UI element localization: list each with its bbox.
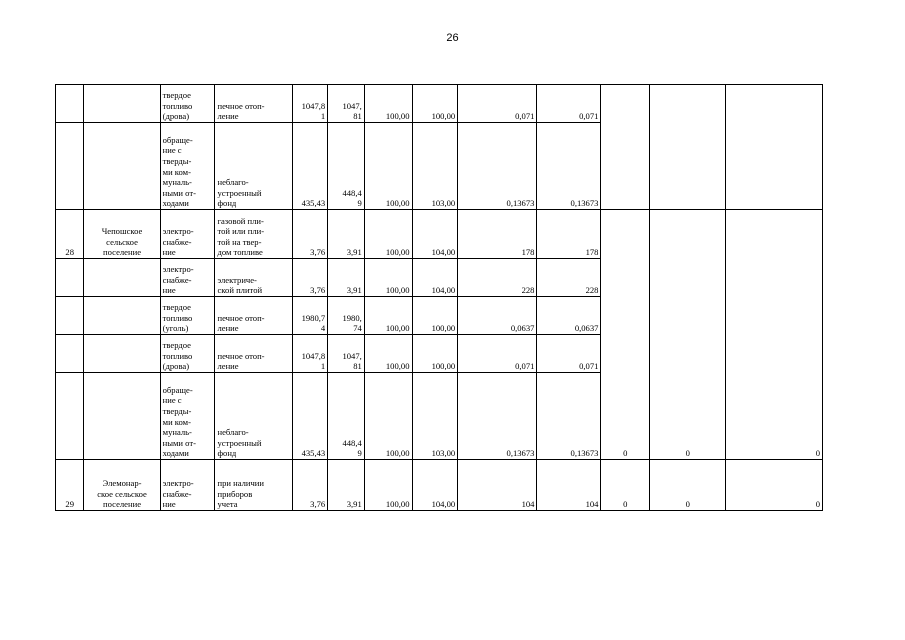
percent-cell: 103,00 (412, 373, 458, 460)
percent-cell: 100,00 (364, 335, 412, 373)
page-number: 26 (446, 32, 459, 44)
value-cell: 1047, 81 (328, 85, 365, 123)
type-cell: газовой пли- той или пли- той на твер- дом топливе (215, 210, 292, 259)
type-cell: неблаго- устроенный фонд (215, 373, 292, 460)
number-cell (56, 123, 84, 210)
extra-cell: 0 (650, 210, 726, 460)
table-row (56, 85, 823, 123)
extra-cell: 0 (726, 210, 823, 460)
number-cell (56, 373, 84, 460)
tariff-table (55, 84, 823, 511)
settlement-number: 29 (56, 460, 84, 511)
value-cell: 448,4 9 (328, 373, 365, 460)
extra-cell: 0 (601, 210, 650, 460)
service-cell: твердое топливо (дрова) (160, 85, 215, 123)
value-cell: 3,91 (328, 460, 365, 511)
norm-cell: 228 (537, 259, 601, 297)
type-cell: печное отоп- ление (215, 297, 292, 335)
norm-cell: 0,071 (537, 85, 601, 123)
settlement-cell (84, 297, 160, 335)
number-cell (56, 297, 84, 335)
percent-cell: 100,00 (364, 373, 412, 460)
type-cell: при наличии приборов учета (215, 460, 292, 511)
norm-cell: 0,13673 (537, 373, 601, 460)
type-cell: печное отоп- ление (215, 335, 292, 373)
value-cell: 3,91 (328, 210, 365, 259)
percent-cell: 100,00 (412, 297, 458, 335)
percent-cell: 100,00 (412, 335, 458, 373)
norm-cell: 0,071 (458, 85, 537, 123)
value-cell: 3,76 (292, 259, 328, 297)
extra-cell (726, 85, 823, 210)
extra-cell: 0 (601, 460, 650, 511)
settlement-cell (84, 373, 160, 460)
number-cell (56, 259, 84, 297)
percent-cell: 100,00 (364, 210, 412, 259)
percent-cell: 103,00 (412, 123, 458, 210)
value-cell: 448,4 9 (328, 123, 365, 210)
number-cell (56, 85, 84, 123)
norm-cell: 104 (537, 460, 601, 511)
value-cell: 435,43 (292, 373, 328, 460)
service-cell: обраще- ние с тверды- ми ком- муналь- ными от- ходами (160, 123, 215, 210)
norm-cell: 0,0637 (537, 297, 601, 335)
extra-cell: 0 (726, 460, 823, 511)
service-cell: электро- снабже- ние (160, 460, 215, 511)
value-cell: 3,91 (328, 259, 365, 297)
norm-cell: 0,13673 (458, 373, 537, 460)
percent-cell: 100,00 (412, 85, 458, 123)
percent-cell: 100,00 (364, 85, 412, 123)
service-cell: электро- снабже- ние (160, 210, 215, 259)
settlement-cell (84, 335, 160, 373)
norm-cell: 0,13673 (537, 123, 601, 210)
norm-cell: 178 (537, 210, 601, 259)
norm-cell: 228 (458, 259, 537, 297)
service-cell: электро- снабже- ние (160, 259, 215, 297)
value-cell: 3,76 (292, 210, 328, 259)
settlement-name: Элемонар- ское сельское поселение (84, 460, 160, 511)
percent-cell: 100,00 (364, 123, 412, 210)
service-cell: твердое топливо (дрова) (160, 335, 215, 373)
value-cell: 1047,8 1 (292, 335, 328, 373)
norm-cell: 0,071 (537, 335, 601, 373)
norm-cell: 178 (458, 210, 537, 259)
table-row (56, 460, 823, 511)
norm-cell: 0,071 (458, 335, 537, 373)
value-cell: 3,76 (292, 460, 328, 511)
percent-cell: 104,00 (412, 460, 458, 511)
value-cell: 435,43 (292, 123, 328, 210)
number-cell (56, 335, 84, 373)
percent-cell: 100,00 (364, 259, 412, 297)
value-cell: 1980,7 4 (292, 297, 328, 335)
percent-cell: 100,00 (364, 297, 412, 335)
norm-cell: 0,13673 (458, 123, 537, 210)
extra-cell (601, 85, 650, 210)
type-cell: неблаго- устроенный фонд (215, 123, 292, 210)
table-row (56, 210, 823, 259)
value-cell: 1047,8 1 (292, 85, 328, 123)
service-cell: обраще- ние с тверды- ми ком- муналь- ными от- ходами (160, 373, 215, 460)
service-cell: твердое топливо (уголь) (160, 297, 215, 335)
percent-cell: 104,00 (412, 259, 458, 297)
norm-cell: 0,0637 (458, 297, 537, 335)
settlement-name: Чепошское сельское поселение (84, 210, 160, 259)
settlement-cell (84, 85, 160, 123)
settlement-cell (84, 259, 160, 297)
extra-cell: 0 (650, 460, 726, 511)
value-cell: 1047, 81 (328, 335, 365, 373)
percent-cell: 104,00 (412, 210, 458, 259)
type-cell: печное отоп- ление (215, 85, 292, 123)
percent-cell: 100,00 (364, 460, 412, 511)
value-cell: 1980, 74 (328, 297, 365, 335)
settlement-cell (84, 123, 160, 210)
type-cell: электриче- ской плитой (215, 259, 292, 297)
extra-cell (650, 85, 726, 210)
norm-cell: 104 (458, 460, 537, 511)
settlement-number: 28 (56, 210, 84, 259)
